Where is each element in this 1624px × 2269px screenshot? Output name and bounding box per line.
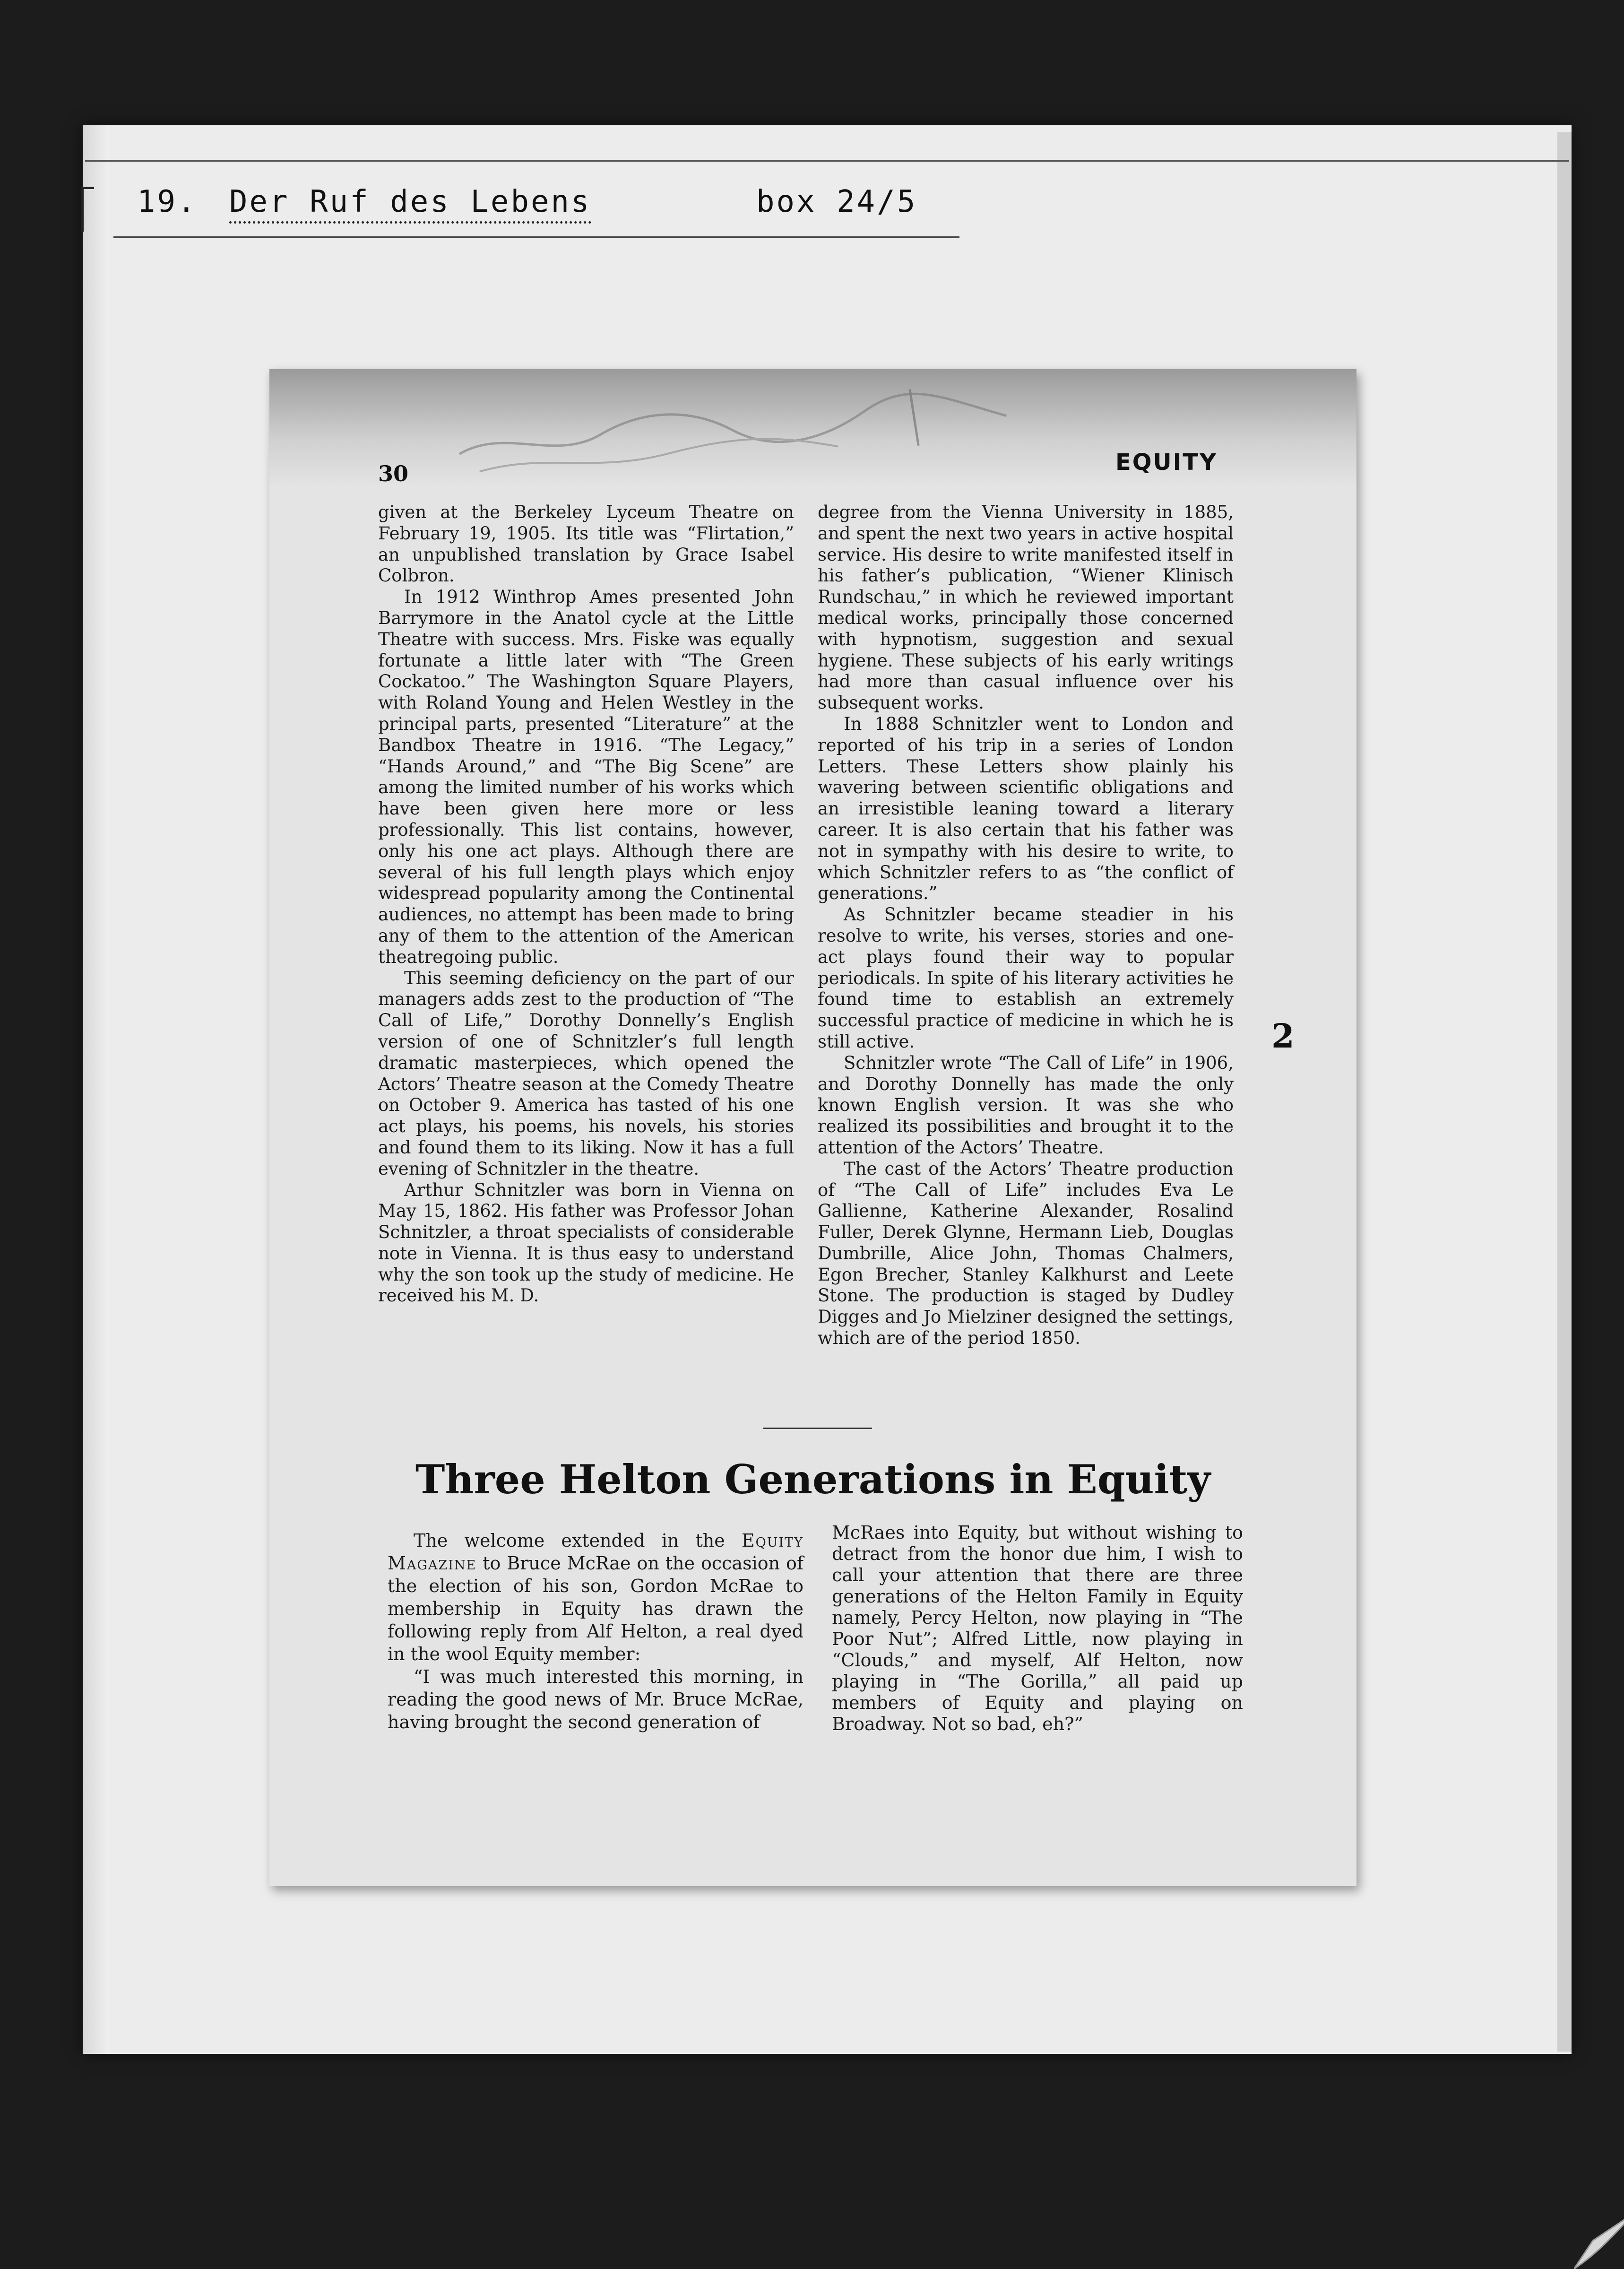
page-number: 30 [378, 461, 409, 486]
article-quote: “I was much interested this morning, in reading the good news of Mr. Bruce McRae, having brought the second generation of [388, 1666, 803, 1732]
paragraph: This seeming deficiency on the part of our managers adds zest to the production of “The Call of Life,” Dorothy Donnelly’s English version of one of Schnitzler’s full length dramatic masterpieces, which opened the Actors’ Theatre season at the Comedy Theatre on October 9. America has tasted of his one act plays, his poems, his novels, his stories and found them to its liking. Now it has a full evening of Schnitzler in the theatre. [378, 968, 794, 1179]
magazine-clipping [269, 369, 1356, 1886]
archive-label [113, 175, 959, 238]
article-left-column [388, 1529, 803, 1733]
paragraph: Schnitzler wrote “The Call of Life” in 1906, and Dorothy Donnelly has made the only known English version. It was she who realized its possibilities and brought it to the attention of the Actors’ Theatre. [818, 1052, 1234, 1158]
magazine-reference: Equity Magazine [388, 1530, 803, 1574]
paragraph: The cast of the Actors’ Theatre production of “The Call of Life” includes Eva Le Gallienne, Katherine Alexander, Rosalind Fuller, Derek Glynne, Hermann Lieb, Douglas Dumbrille, Alice John, Thomas Chalmers, Egon Brecher, Stanley Kalkhurst and Leete Stone. The production is staged by Dudley Digges and Jo Mielziner designed the settings, which are of the period 1850. [818, 1158, 1234, 1349]
margin-mark: 2 [1271, 1016, 1295, 1056]
left-column [378, 502, 794, 1307]
paragraph: given at the Berkeley Lyceum Theatre on February 19, 1905. Its title was “Flirtation,” an unpublished translation by Grace Isabel Colbron. [378, 502, 794, 586]
article-right-column [832, 1522, 1243, 1735]
paragraph: Arthur Schnitzler was born in Vienna on May 15, 1862. His father was Professor Johan Schnitzler, a throat specialists of considerable note in Vienna. It is thus easy to understand why the son took up the study of medicine. He received his M. D. [378, 1179, 794, 1306]
sheet-edge [1557, 132, 1572, 2052]
corner-mark [81, 187, 94, 232]
paragraph: In 1912 Winthrop Ames presented John Barrymore in the Anatol cycle at the Little Theatre with success. Mrs. Fiske was equally fortunate a little later with “The Green Cockatoo.” The Washington Square Players, with Roland Young and Helen Westley in the principal parts, presented “Literature” at the Bandbox Theatre in 1916. “The Legacy,” “Hands Around,” and “The Big Scene” are among the limited number of his works which have been given here more or less professionally. This list contains, however, only his one act plays. Although there are several of his full length plays which enjoy widespread popularity among the Continental audiences, no attempt has been made to bring any of them to the attention of the American theatregoing public. [378, 587, 794, 967]
archive-title: Der Ruf des Lebens [229, 184, 591, 224]
section-divider [763, 1428, 872, 1429]
sheet-fold [83, 125, 109, 2054]
paragraph: degree from the Vienna University in 1885, and spent the next two years in active hospital service. His desire to write manifested itself in his father’s publication, “Wiener Klinisch Rundschau,” in which he reviewed important medical works, principally those concerned with hypnotism, suggestion and sexual hygiene. These subjects of his early writings had more than casual influence over his subsequent works. [818, 502, 1234, 713]
page-curl-icon [1574, 2212, 1624, 2269]
archive-box: box 24/5 [756, 184, 917, 219]
magazine-name: EQUITY [1115, 449, 1218, 476]
intro-text-cont: to Bruce McRae on the occasion of the election of his son, Gordon McRae to membership in Equity has drawn the following reply from Alf Helton, a real dyed in the wool Equity member: [388, 1553, 803, 1664]
paragraph: In 1888 Schnitzler went to London and reported of his trip in a series of London Letters. These Letters show plainly his wavering between scientific obligations and an irresistible leaning toward a literary career. It is also certain that his father was not in sympathy with his desire to write, to which Schnitzler refers to as “the conflict of generations.” [818, 713, 1234, 904]
article-quote-cont: McRaes into Equity, but without wishing to detract from the honor due him, I wish to call your attention that there are three generations of the Helton Family in Equity namely, Percy Helton, now playing in “The Poor Nut”; Alfred Little, now playing in “Clouds,” and myself, Alf Helton, now playing in “The Gorilla,” all paid up members of Equity and playing on Broadway. Not so bad, eh?” [832, 1522, 1243, 1734]
article-title: Three Helton Generations in Equity [415, 1456, 1211, 1503]
paragraph: As Schnitzler became steadier in his resolve to write, his verses, stories and one-act plays found their way to popular periodicals. In spite of his literary activities he found time to establish an extremely successful practice of medicine in which he is still active. [818, 904, 1234, 1052]
archive-number: 19. [137, 184, 198, 219]
intro-text: The welcome extended in the [414, 1530, 742, 1551]
right-column [818, 502, 1234, 1349]
top-rule [85, 160, 1569, 162]
article-intro [388, 1529, 803, 1665]
